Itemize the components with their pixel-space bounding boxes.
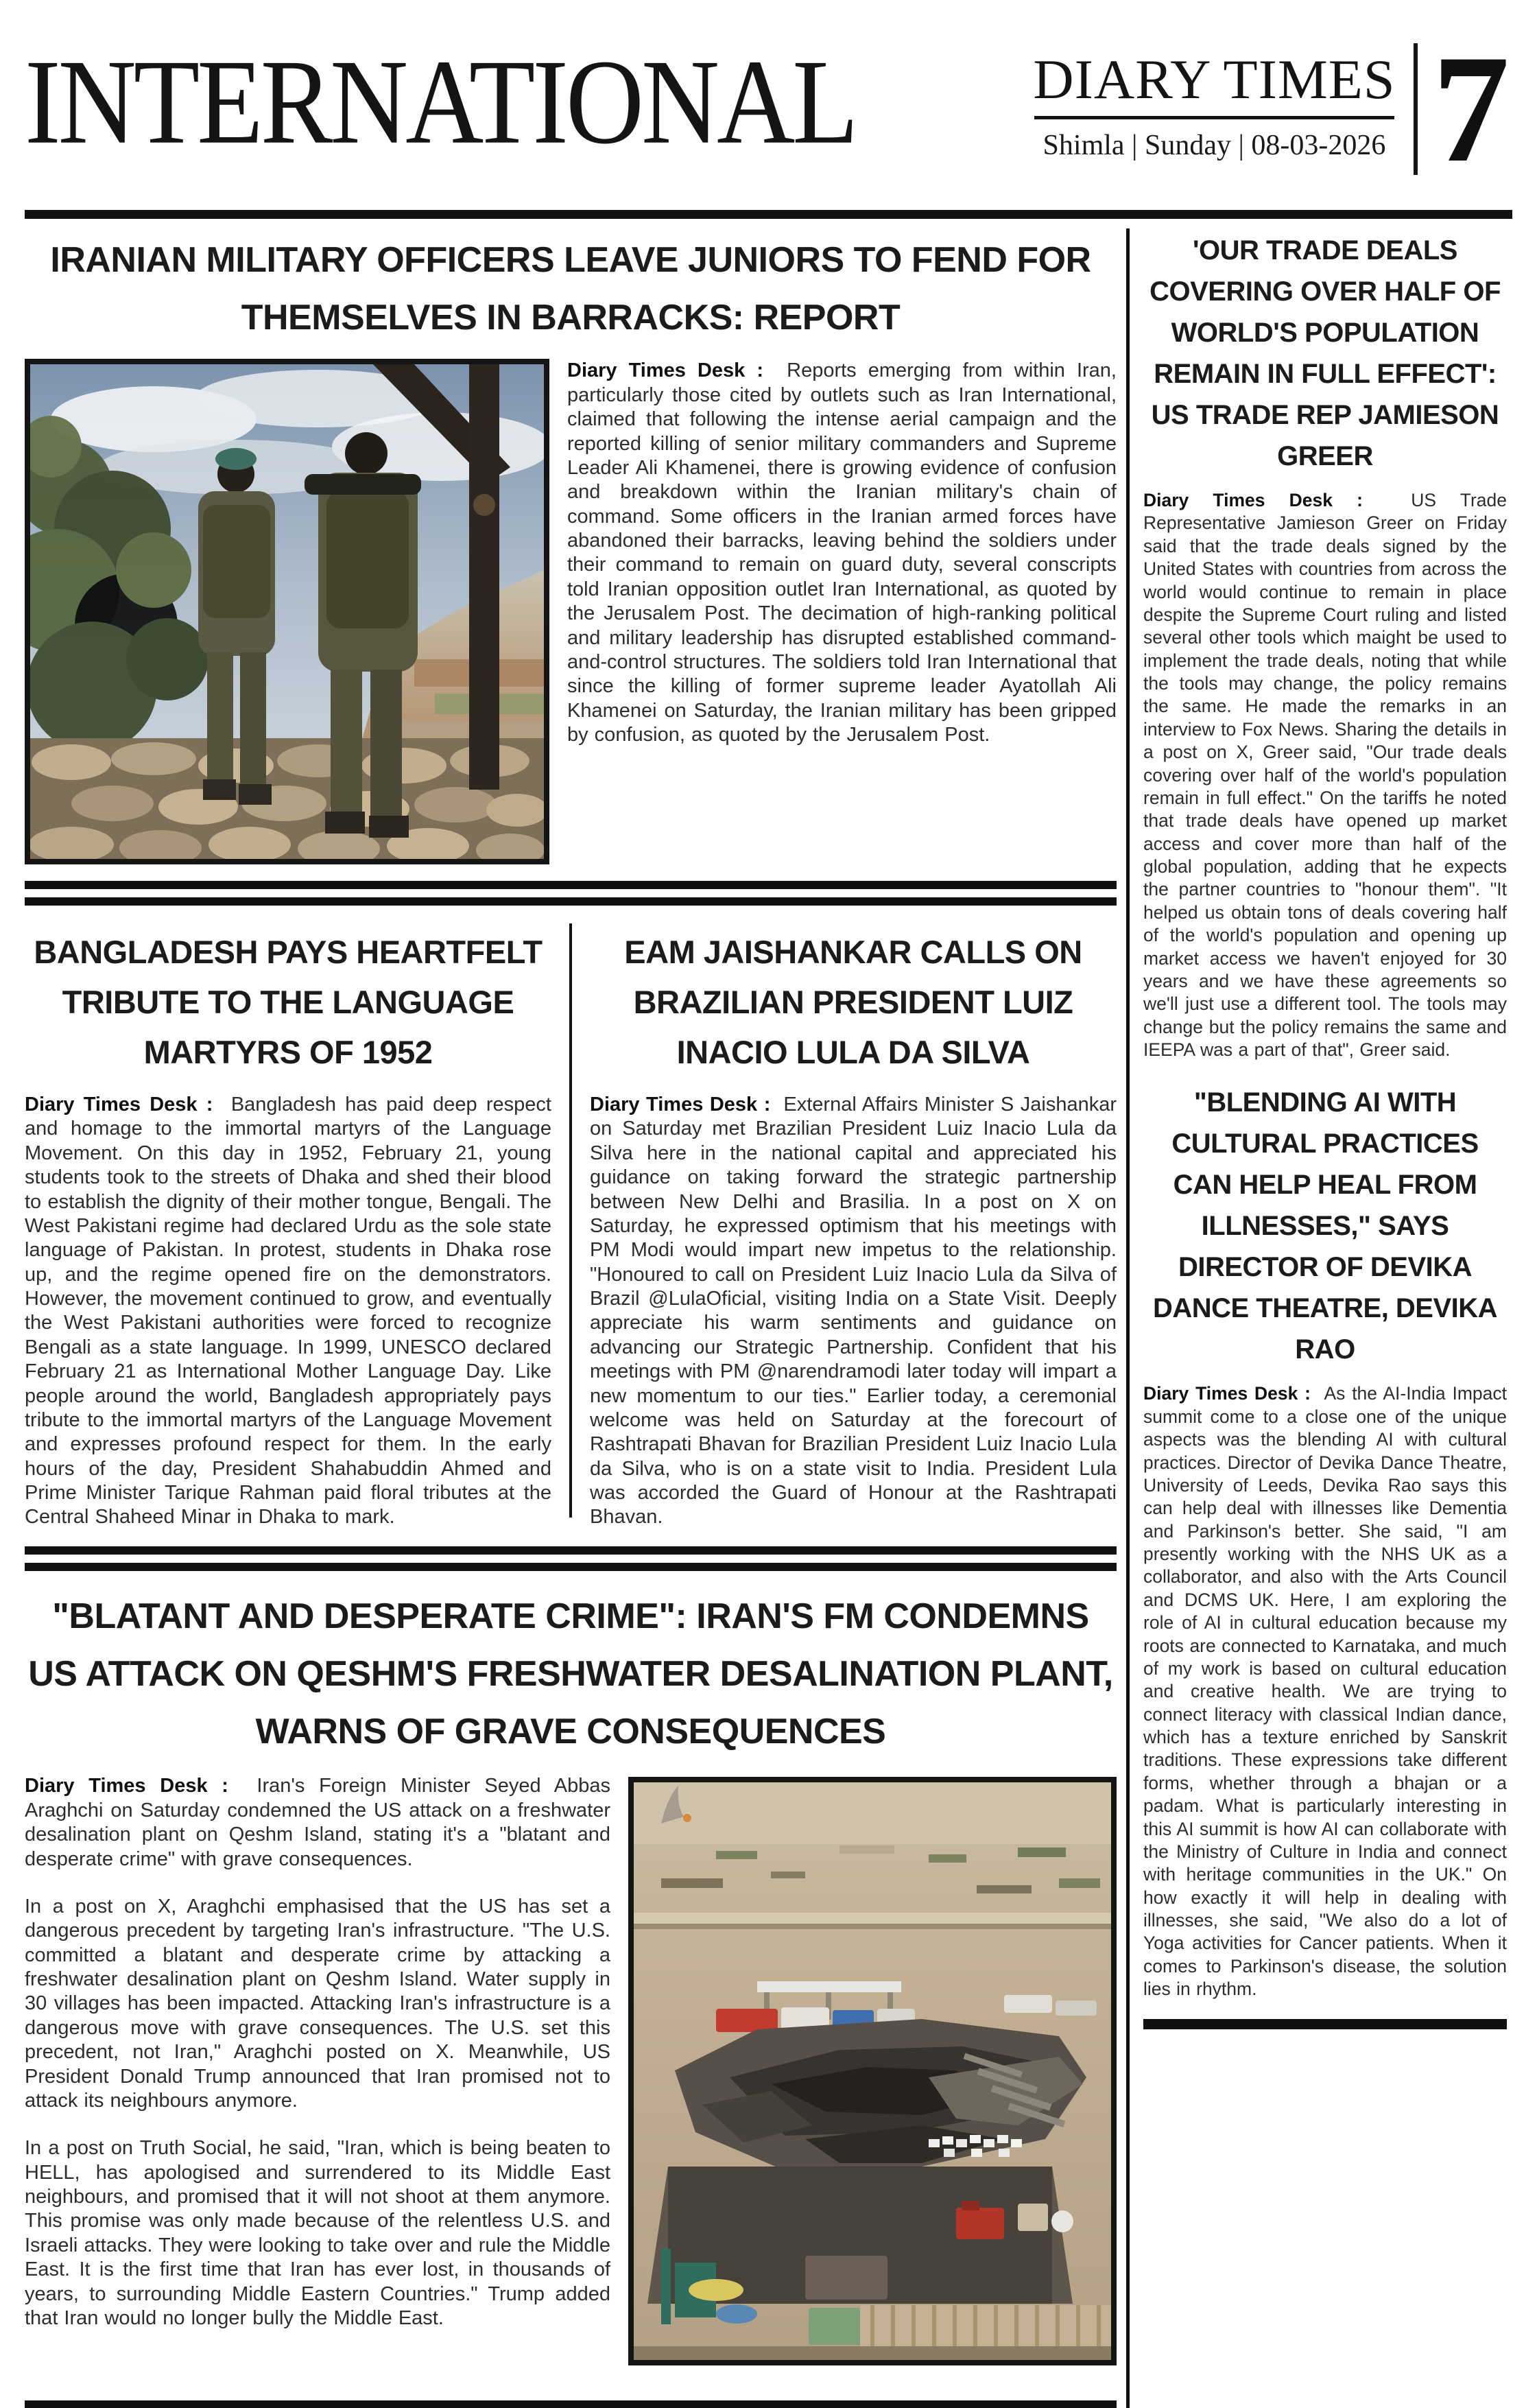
article-jaishankar	[590, 923, 1117, 1529]
masthead-left	[1026, 43, 1413, 174]
article-greer-body	[1143, 489, 1507, 1061]
section-title: INTERNATIONAL	[25, 34, 856, 169]
headline-greer: 'OUR TRADE DEALS COVERING OVER HALF OF WORLD'S POPULATION REMAIN IN FULL EFFECT': US TRADE REP JAMIESON GREER	[1149, 235, 1501, 471]
body-text: Bangladesh has paid deep respect and homage to the immortal martyrs of the Language Movement. On this day in 1952, February 21, young students took to the streets of Dhaka and shed their blood to establish the dignity of their mother tongue, Bengali. The West Pakistani regime had declared Urdu as the sole state language of Pakistan. In protest, students in Dhaka rose up, and the regime opened fire on the demonstrators. However, the movement continued to grow, and eventually the West Pakistani authorities were forced to recognize Bengali as a state language. In 1999, UNESCO declared February 21 as International Mother Language Day. Like people around the world, Bangladesh appropriately pays tribute to the immortal martyrs of the Language Movement and expresses profound respect for them. In the early hours of the day, President Shahabuddin Ahmed and Prime Minister Tarique Rahman paid floral tributes at the Central Shaheed Minar in Dhaka to mark.	[25, 1094, 551, 1528]
desalination-plant-photo	[628, 1777, 1117, 2365]
right-column	[1139, 228, 1507, 2408]
headline-qeshm: "BLATANT AND DESPERATE CRIME": IRAN'S FM CONDEMNS US ATTACK ON QESHM'S FRESHWATER DESALINATION PLANT, WARNS OF GRAVE CONSEQUENCES	[28, 1596, 1113, 1752]
page-number-box	[1414, 23, 1513, 195]
stone-wall	[30, 742, 544, 859]
desalination-plant-photo-art	[634, 1782, 1111, 2360]
page-header	[25, 18, 1512, 200]
article-jaishankar-body	[590, 1093, 1117, 1530]
section-divider-rule	[25, 881, 1117, 906]
page-number: 7	[1432, 23, 1510, 195]
byline: Diary Times Desk :	[590, 1094, 771, 1116]
header-rule	[25, 210, 1512, 219]
body-text: Iran's Foreign Minister Seyed Abbas Araghchi on Saturday condemned the US attack on a freshwater desalination plant on Qeshm Island, stating it's a "blatant and desperate crime" with grave consequences.	[25, 1775, 610, 1870]
barrier-wall	[860, 2305, 1111, 2346]
article-qeshm-para1	[25, 1774, 610, 1872]
middle-two-columns	[25, 923, 1117, 1529]
body-text: External Affairs Minister S Jaishankar on Saturday met Brazilian President Luiz Inacio Lula da Silva here in the national capital and appreciated his guidance on taking forward the strategic partnership between New Delhi and Brasilia. In a post on X on Saturday, he expressed optimism that his meetings with PM Modi would impart new impetus to the relationship. "Honoured to call on President Luiz Inacio Lula da Silva of Brazil @LulaOficial, visiting India on a State Visit. Deeply appreciate his warm sentiments and guidance on advancing our Strategic Partnership. Confident that his meetings with PM @narendramodi later today will impart a new momentum to our ties." Earlier today, a ceremonial welcome was held on Saturday at the forecourt of Rashtrapati Bhavan for Brazilian President Luiz Inacio Lula da Silva, who is on a state visit to India. President Lula was accorded the Guard of Honour at the Rashtrapati Bhavan.	[590, 1094, 1117, 1528]
article-greer	[1143, 228, 1507, 1061]
byline: Diary Times Desk :	[1143, 490, 1363, 510]
article-qeshm-para2: In a post on X, Araghchi emphasised that the US has set a dangerous precedent by targeting Iran's infrastructure. "The U.S. committed a blatant and desperate crime by attacking a freshwater desalination plant on Qeshm Island. Water supply in 30 villages has been impacted. Attacking Iran's infrastructure is a dangerous move with grave consequences. The U.S. set this precedent, not Iran," Araghchi posted on X. Meanwhile, US President Donald Trump announced that Iran promised not to attack its neighbours anymore.	[25, 1895, 610, 2112]
section-divider-rule-2	[25, 1546, 1117, 1571]
masthead	[1026, 23, 1512, 195]
article-devika	[1143, 1081, 1507, 2000]
byline: Diary Times Desk :	[25, 1775, 228, 1797]
masthead-title: DIARY TIMES	[1033, 48, 1396, 111]
article-iran-barracks	[25, 359, 1117, 864]
soldiers-photo	[25, 359, 549, 864]
soldiers-photo-art	[30, 364, 544, 859]
main-column	[25, 228, 1117, 2408]
article-qeshm-para3: In a post on Truth Social, he said, "Iran, which is being beaten to HELL, has apologised and surrendered to its Middle East neighbours, and promised that it will not shoot at them anymore. This promise was only made because of the relentless U.S. and Israeli attacks. They were looking to take over and rule the Middle East. It is the first time that Iran has ever lost, in thousands of years, to surrounding Middle Eastern Countries." Trump added that Iran would no longer bully the Middle East.	[25, 2137, 610, 2329]
byline: Diary Times Desk :	[25, 1094, 213, 1116]
bottom-rule-right	[1143, 2019, 1507, 2029]
byline: Diary Times Desk :	[1143, 1383, 1311, 1404]
masthead-dateline: Shimla | Sunday | 08-03-2026	[1042, 130, 1386, 162]
article-bangladesh-body	[25, 1093, 551, 1530]
body-text: US Trade Representative Jamieson Greer on Friday said that the trade deals signed by the United States with countries from across the world would continue to remain in place despite the Supreme Court ruling and listed several other tools which maight be used to implement the trade deals, noting that while the tools may change, the policy remains the same. He made the remarks in an interview to Fox News. Sharing the details in a post on X, Greer said, "Our trade deals covering over half of the world's population remain in full effect." On the tariffs he noted that trade deals have opened up market access and cover more than half of the global population, adding that he expects the partner countries to "honour them". "It helped us obtain tons of deals covering half of the world's population and opening up market access we haven't enjoyed for 30 years and we have these agreements so we'll just use a different tool. The tools may change but the policy remains the same and IEEPA was a part of that", Greer said.	[1143, 490, 1507, 1060]
body-text: As the AI-India Impact summit come to a close one of the unique aspects was the blending AI with cultural practices. Director of Devika Dance Theatre, University of Leeds, Devika Rao says this can help deal with illnesses like Dementia and Parkinson's better. She said, "I am presently working with the NHS UK as a collaborator, and also with the Arts Council and DCMS UK. Here, I am exploring the role of AI in cultural education because my roots are connected to Karnataka, and much of my work is based on cultural education and creative health. We are trying to connect literacy with classical Indian dance, which has a texture enriched by Sanskrit traditions. These expressions take different forms, whether through a bhajan or a padam. What is particularly interesting in this AI summit is how AI can collaborate with the Ministry of Culture in India and connect with heritage communities in the UK." On how exactly it will help in dealing with illnesses, she said, "We also do a lot of Yoga activities for Cancer patients. When it comes to Parkinson's disease, the solution lies in rhythm.	[1143, 1383, 1507, 2000]
headline-iran-barracks: IRANIAN MILITARY OFFICERS LEAVE JUNIORS TO FEND FOR THEMSELVES IN BARRACKS: REPORT	[50, 240, 1091, 338]
content-grid	[25, 228, 1512, 2408]
masthead-underline	[1034, 116, 1394, 119]
bottom-rule-left	[25, 2400, 1117, 2408]
byline: Diary Times Desk :	[567, 359, 763, 382]
article-qeshm	[25, 1774, 1117, 2365]
headline-bangladesh: BANGLADESH PAYS HEARTFELT TRIBUTE TO THE LANGUAGE MARTYRS OF 1952	[34, 934, 543, 1071]
article-devika-body	[1143, 1382, 1507, 2000]
body-text: Reports emerging from within Iran, particularly those cited by outlets such as Iran International, claimed that following the intense aerial campaign and the reported killing of senior military commanders and Supreme Leader Ali Khamenei, there is growing evidence of confusion and breakdown within the Iranian military's chain of command. Some officers in the Iranian armed forces have abandoned their barracks, leaving behind the soldiers under their command to remain on guard duty, several conscripts told Iranian opposition outlet Iran International, as quoted by the Jerusalem Post. The decimation of high-ranking political and military leadership has disrupted established command-and-control structures. The soldiers told Iran International that since the killing of former supreme leader Ayatollah Ali Khamenei on Saturday, the Iranian military has been gripped by confusion, as quoted by the Jerusalem Post.	[567, 359, 1117, 746]
article-bangladesh	[25, 923, 551, 1529]
headline-jaishankar: EAM JAISHANKAR CALLS ON BRAZILIAN PRESIDENT LUIZ INACIO LULA DA SILVA	[624, 934, 1082, 1071]
article-iran-barracks-body	[567, 359, 1117, 747]
right-column-divider	[1126, 228, 1130, 2408]
column-divider	[569, 923, 572, 1518]
headline-devika: "BLENDING AI WITH CULTURAL PRACTICES CAN HELP HEAL FROM ILLNESSES," SAYS DIRECTOR OF DEVIKA DANCE THEATRE, DEVIKA RAO	[1152, 1087, 1498, 1365]
